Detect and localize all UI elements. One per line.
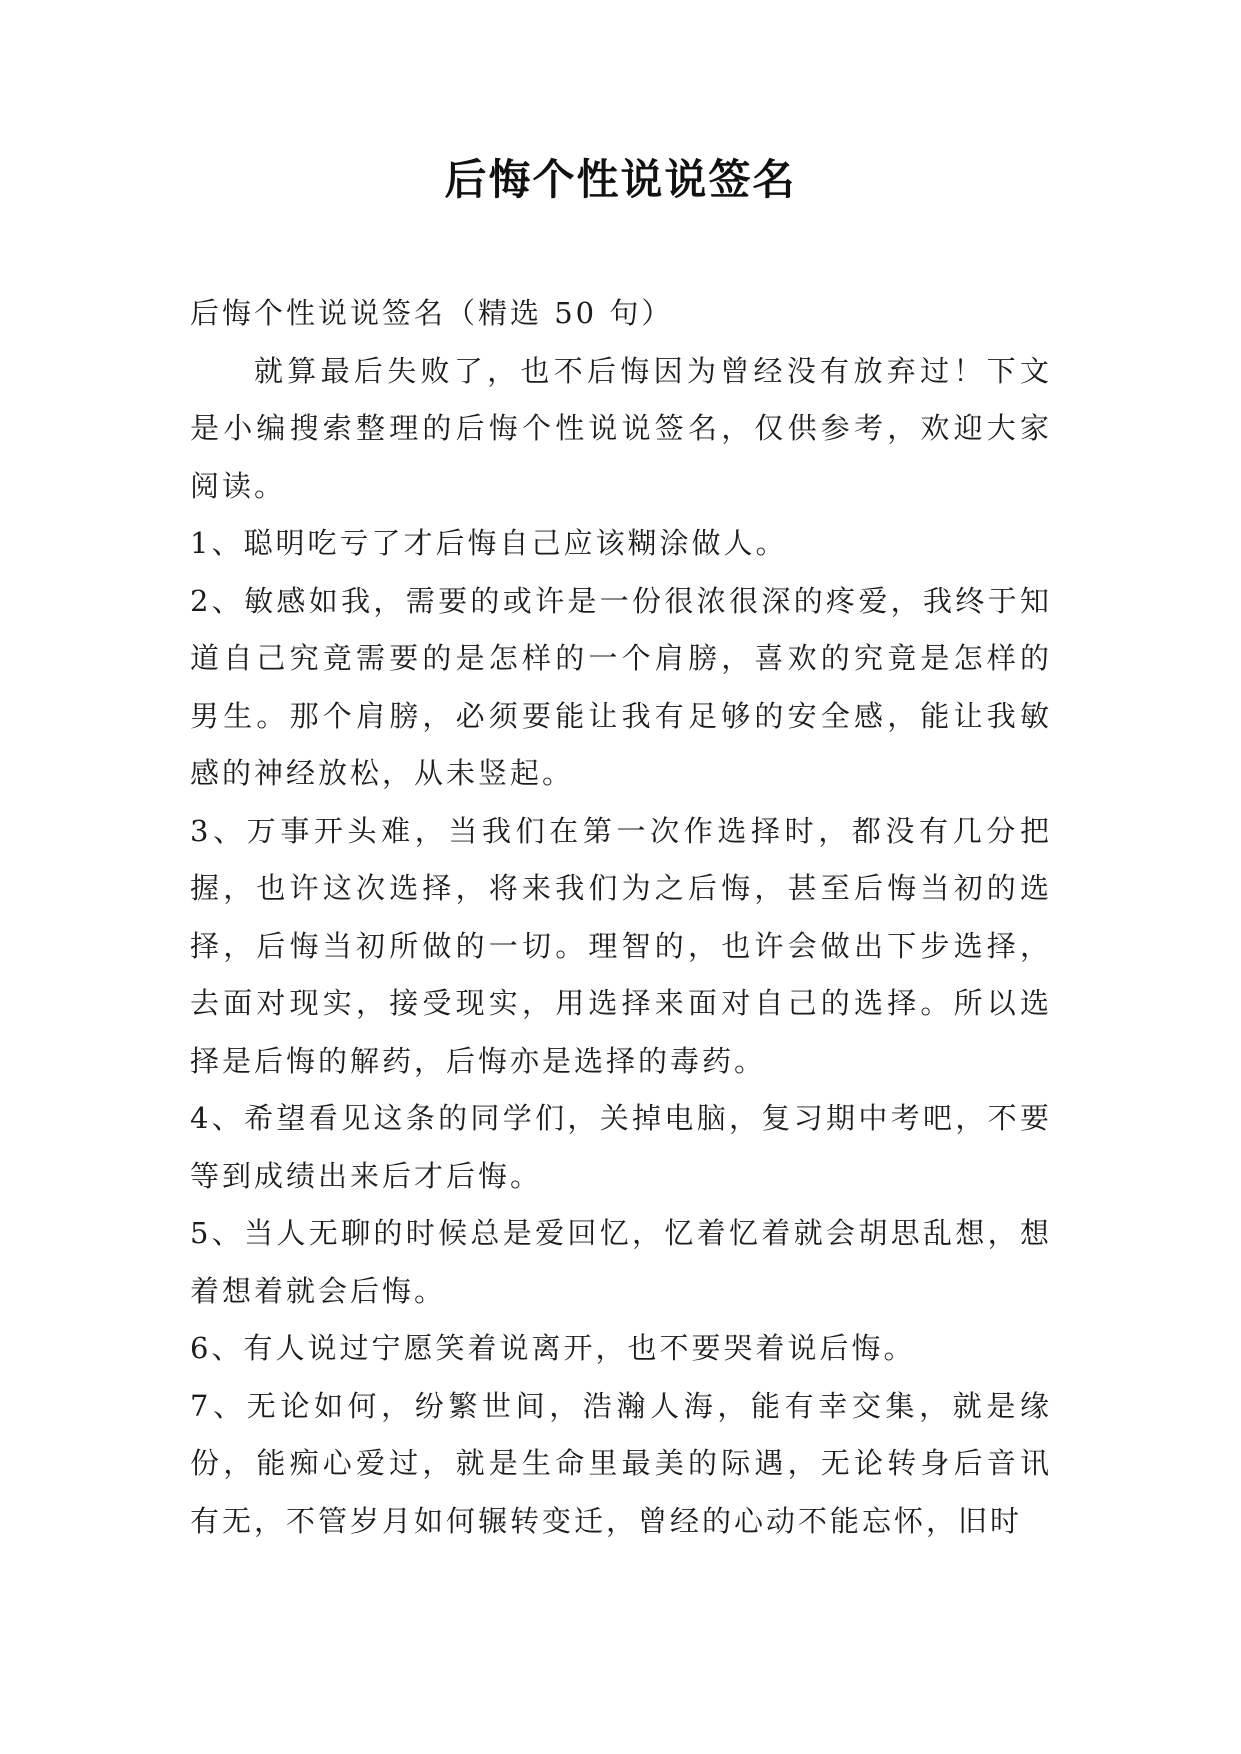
list-item: 7、无论如何，纷繁世间，浩瀚人海，能有幸交集，就是缘份，能痴心爱过，就是生命里最美的际遇，无论转身后音讯有无，不管岁月如何辗转变迁，曾经的心动不能忘怀，旧时	[190, 1388, 1052, 1538]
document-body	[190, 285, 1052, 1550]
list-item: 2、敏感如我，需要的或许是一份很浓很深的疼爱，我终于知道自己究竟需要的是怎样的一个肩膀，喜欢的究竟是怎样的男生。那个肩膀，必须要能让我有足够的安全感，能让我敏感的神经放松，从未竖起。	[190, 583, 1052, 790]
list-item: 6、有人说过宁愿笑着说离开，也不要哭着说后悔。	[190, 1331, 916, 1365]
list-item: 4、希望看见这条的同学们，关掉电脑，复习期中考吧，不要等到成绩出来后才后悔。	[190, 1101, 1052, 1193]
list-item: 3、万事开头难，当我们在第一次作选择时，都没有几分把握，也许这次选择，将来我们为之后悔，甚至后悔当初的选择，后悔当初所做的一切。理智的，也许会做出下步选择，去面对现实，接受现实，用选择来面对自己的选择。所以选择是后悔的解药，后悔亦是选择的毒药。	[190, 813, 1052, 1078]
intro-paragraph: 就算最后失败了，也不后悔因为曾经没有放弃过！下文是小编搜索整理的后悔个性说说签名，仅供参考，欢迎大家阅读。	[190, 353, 1052, 503]
list-item: 5、当人无聊的时候总是爱回忆，忆着忆着就会胡思乱想，想着想着就会后悔。	[190, 1216, 1052, 1308]
list-item: 1、聪明吃亏了才后悔自己应该糊涂做人。	[190, 526, 788, 560]
subtitle: 后悔个性说说签名（精选 50 句）	[190, 296, 674, 330]
page-title: 后悔个性说说签名	[444, 155, 797, 204]
